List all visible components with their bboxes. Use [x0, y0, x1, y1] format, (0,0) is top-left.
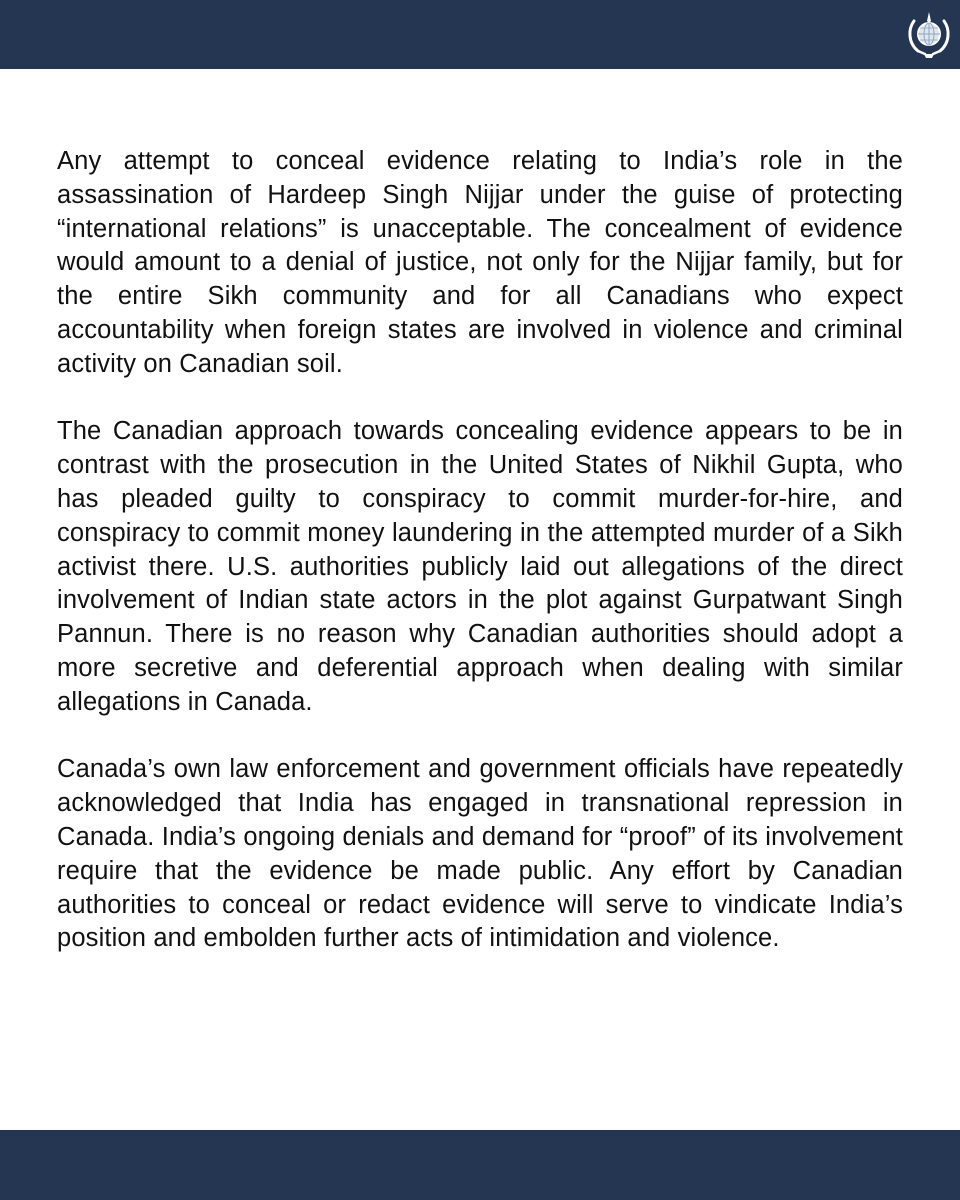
paragraph-1: Any attempt to conceal evidence relating to India’s role in the assassination of Hardeep Singh Nijjar under the guise of protecting “international relations” is unacceptable. The concealment of evidence would amount to a denial of justice, not only for the Nijjar family, but for the entire Sikh community and for all Canadians who expect accountability when foreign states are involved in violence and criminal activity on Canadian soil.	[57, 147, 903, 378]
khanda-emblem-icon	[905, 9, 953, 61]
paragraph-2: The Canadian approach towards concealing evidence appears to be in contrast with the prosecution in the United States of Nikhil Gupta, who has pleaded guilty to conspiracy to commit murder-for-hire, and conspiracy to commit money laundering in the attempted murder of a Sikh activist there. U.S. authorities publicly laid out allegations of the direct involvement of Indian state actors in the plot against Gurpatwant Singh Pannun. There is no reason why Canadian authorities should adopt a more secretive and deferential approach when dealing with similar allegations in Canada.	[57, 417, 903, 716]
paragraph-3: Canada’s own law enforcement and government officials have repeatedly acknowledged that India has engaged in transnational repression in Canada. India’s ongoing denials and demand for “proof” of its involvement require that the evidence be made public. Any effort by Canadian authorities to conceal or redact evidence will serve to vindicate India’s position and embolden further acts of intimidation and violence.	[57, 755, 903, 953]
footer-bar	[0, 1130, 960, 1200]
header-bar	[0, 0, 960, 69]
statement-body	[57, 145, 903, 990]
